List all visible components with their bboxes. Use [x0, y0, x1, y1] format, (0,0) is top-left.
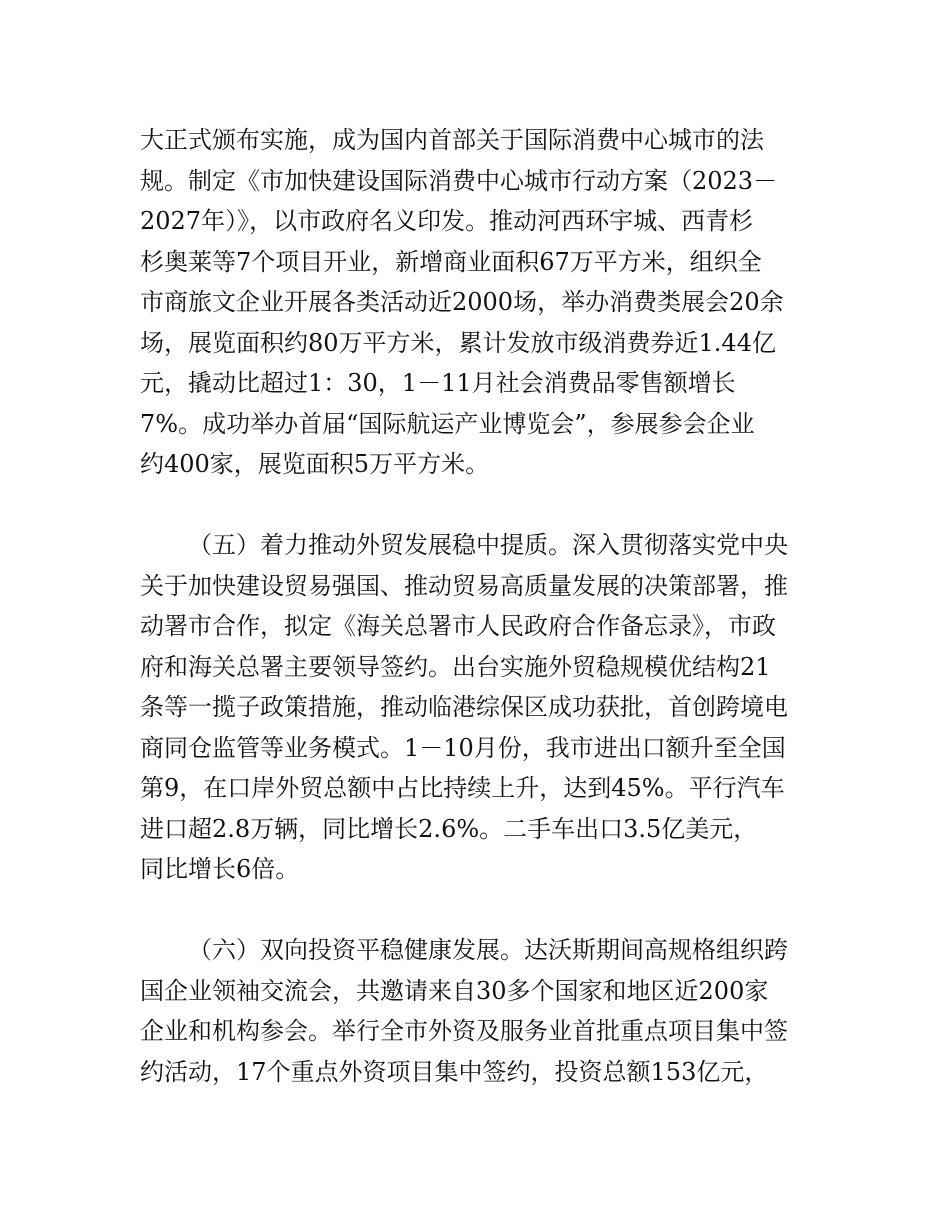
text-line: 规。制定《市加快建设国际消费中心城市行动方案（2023－ — [140, 166, 778, 195]
text-line: 约活动，17个重点外资项目集中签约，投资总额153亿元， — [140, 1057, 769, 1086]
text-line: 市商旅文企业开展各类活动近2000场，举办消费类展会20余 — [140, 288, 784, 316]
text-line: 场，展览面积约80万平方米，累计发放市级消费券近1.44亿 — [140, 328, 776, 357]
text-line: 杉奥莱等7个项目开业，新增商业面积67万平方米，组织全 — [140, 247, 762, 276]
text-line: 关于加快建设贸易强国、推动贸易高质量发展的决策部署，推 — [140, 571, 788, 600]
text-line: 元，撬动比超过1：30，1－11月社会消费品零售额增长 — [140, 369, 736, 397]
paragraph-consumption-center — [140, 120, 812, 485]
document-body — [140, 120, 812, 1092]
text-line: 府和海关总署主要领导签约。出台实施外贸稳规模优结构21 — [140, 652, 771, 681]
text-line: 条等一揽子政策措施，推动临港综保区成功获批，首创跨境电 — [140, 693, 788, 721]
text-line: 2027年）》，以市政府名义印发。推动河西环宇城、西青杉 — [140, 207, 754, 235]
text-line: 国企业领袖交流会，共邀请来自30多个国家和地区近200家 — [140, 976, 769, 1005]
text-line: （六）双向投资平稳健康发展。达沃斯期间高规格组织跨 — [188, 936, 788, 964]
text-line: 大正式颁布实施，成为国内首部关于国际消费中心城市的法 — [140, 126, 764, 154]
text-line: 约400家，展览面积5万平方米。 — [140, 450, 490, 478]
text-line: 第9，在口岸外贸总额中占比持续上升，达到45%。平行汽车 — [140, 774, 785, 802]
text-line: （五）着力推动外贸发展稳中提质。深入贯彻落实党中央 — [188, 531, 788, 559]
text-line: 商同仓监管等业务模式。1－10月份，我市进出口额升至全国 — [140, 733, 786, 762]
text-line: 进口超2.8万辆，同比增长2.6%。二手车出口3.5亿美元， — [140, 814, 758, 843]
text-line: 企业和机构参会。举行全市外资及服务业首批重点项目集中签 — [140, 1017, 788, 1045]
text-line: 7%。成功举办首届“国际航运产业博览会”，参展参会企业 — [140, 409, 755, 438]
text-line: 同比增长6倍。 — [140, 855, 300, 883]
paragraph-spacing — [140, 485, 812, 526]
text-line: 动署市合作，拟定《海关总署市人民政府合作备忘录》，市政 — [140, 612, 776, 640]
paragraph-two-way-investment — [140, 930, 812, 1092]
paragraph-spacing — [140, 890, 812, 931]
paragraph-foreign-trade — [140, 525, 812, 890]
